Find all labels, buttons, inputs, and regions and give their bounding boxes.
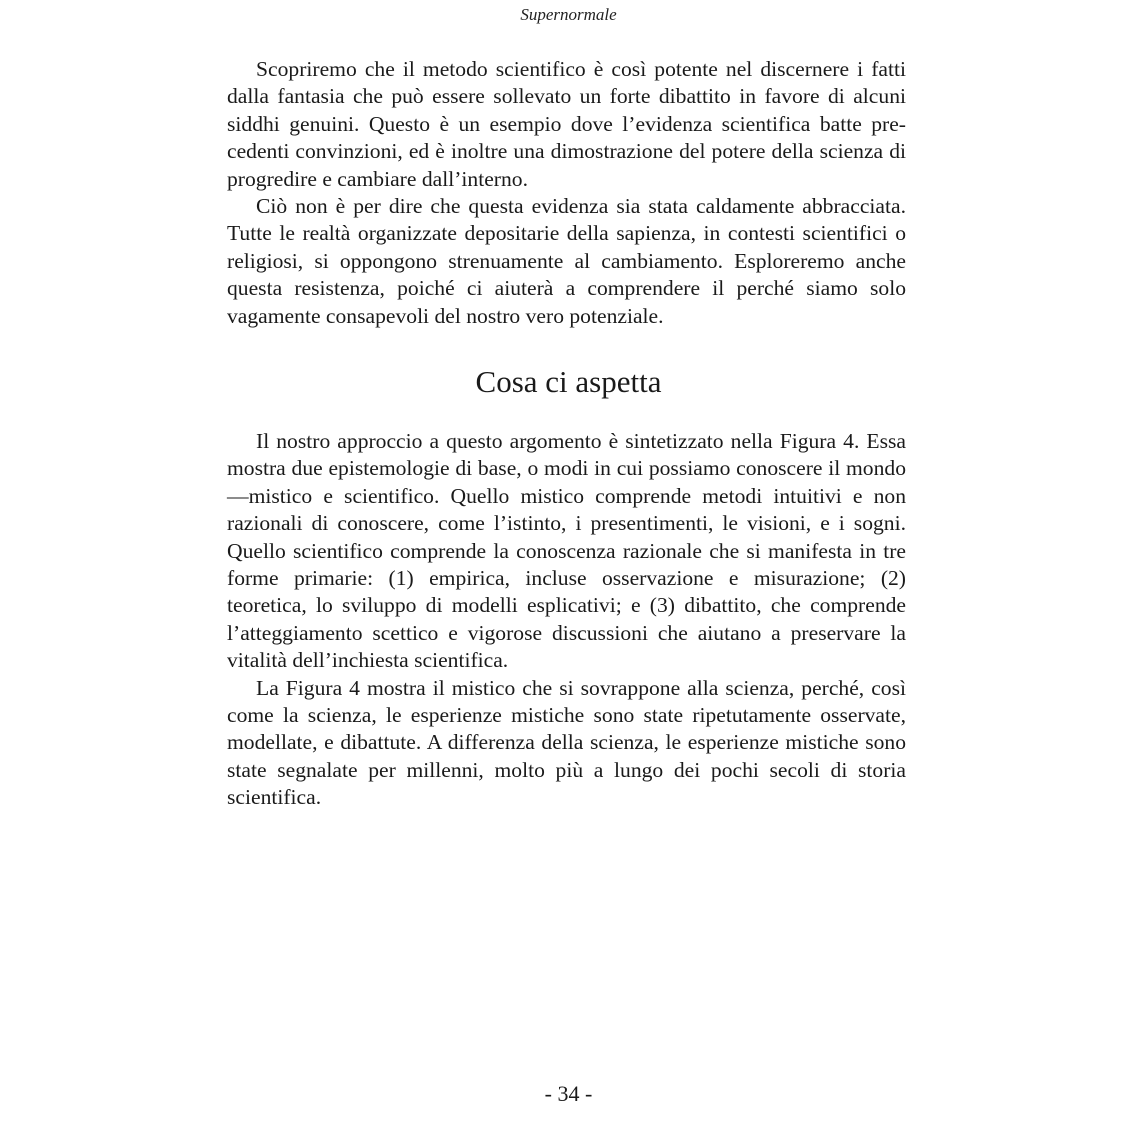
section-heading: Cosa ci aspetta — [475, 364, 662, 399]
intro-text-block — [227, 56, 906, 330]
running-header: Supernormale — [520, 5, 617, 24]
paragraph: Scopriremo che il metodo scientifico è così potente nel discernere i fatti dalla fantasia che può essere sollevato un forte dibattito in favore di alcuni siddhi genuini. Questo è un esempio dove l’evidenza scientifica batte precedenti convinzioni, ed è inoltre una dimostrazione del potere della scienza di progredire e cambiare dall’interno. — [227, 57, 906, 191]
paragraph: Il nostro approccio a questo argomento è sintetizzato nella Figura 4. Essa mostra due epistemologie di base, o modi in cui possiamo conoscere il mondo—mistico e scientifico. Quello mistico comprende metodi intuitivi e non razionali di conoscere, come l’istinto, i presentimenti, le visioni, e i sogni. Quello scientifico comprende la conoscenza razionale che si manifesta in tre forme primarie: (1) empirica, incluse osservazione e misurazione; (2) teoretica, lo sviluppo di modelli esplicativi; e (3) dibattito, che comprende l’atteggiamento scettico e vigorose discussioni che aiutano a preservare la vitalità dell’inchiesta scientifica. — [227, 429, 906, 673]
page-number: - 34 - — [544, 1081, 593, 1106]
paragraph: Ciò non è per dire che questa evidenza sia stata caldamente abbracciata. Tutte le realtà organizzate depositarie della sapienza, in contesti scientifici o religiosi, si oppongono strenuamente al cambiamento. Esploreremo anche questa resistenza, poiché ci aiuterà a comprendere il perché siamo solo vagamente consapevoli del nostro vero potenziale. — [227, 194, 906, 328]
section-text-block — [227, 428, 906, 812]
paragraph: La Figura 4 mostra il mistico che si sovrappone alla scienza, perché, così come la scienza, le esperienze mistiche sono state ripetutamente osservate, modellate, e dibattute. A differenza della scienza, le esperienze mistiche sono state segnalate per millenni, molto più a lungo dei pochi secoli di storia scientifica. — [227, 675, 906, 810]
